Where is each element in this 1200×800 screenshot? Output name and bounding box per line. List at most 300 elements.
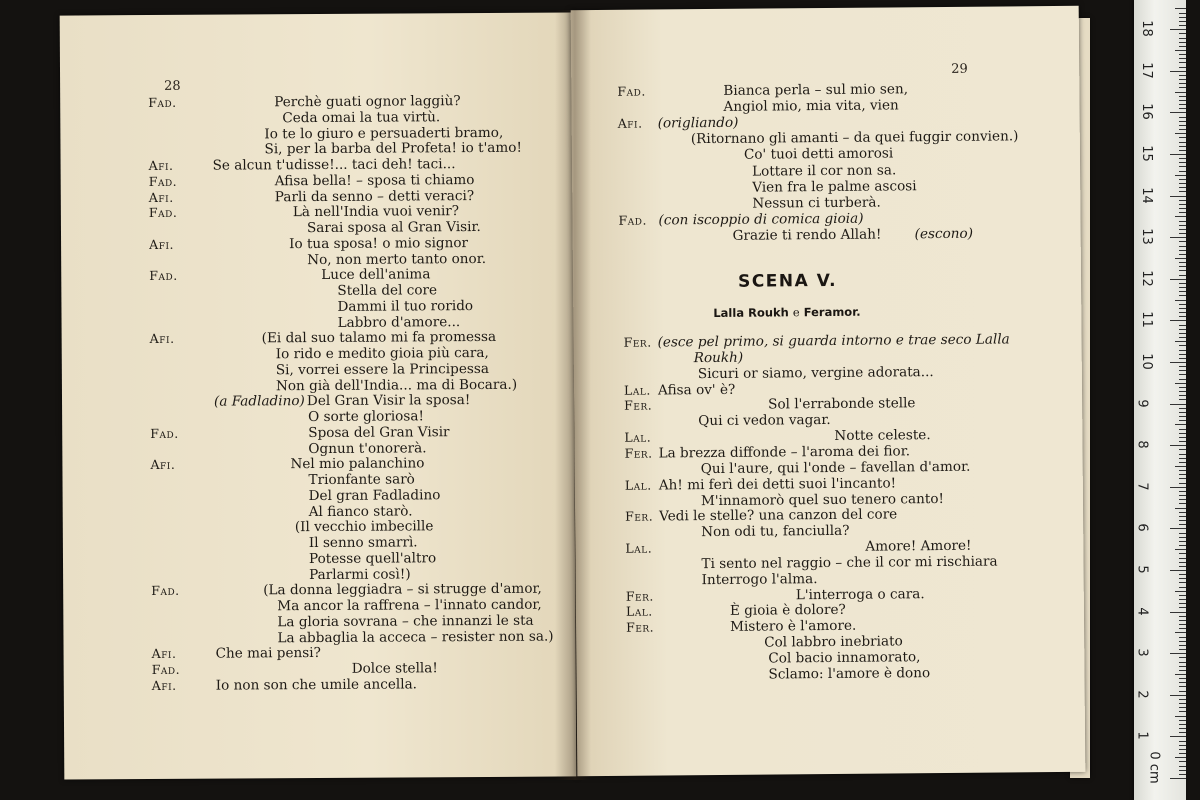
ruler-tick — [1179, 745, 1186, 746]
speaker-label: Fer. — [624, 445, 653, 461]
ruler-tick — [1179, 62, 1186, 63]
ruler-tick — [1179, 537, 1186, 538]
ruler-tick — [1179, 524, 1186, 525]
ruler-tick — [1175, 300, 1186, 301]
ruler-tick — [1179, 541, 1186, 542]
ruler-tick — [1179, 416, 1186, 417]
ruler-tick — [1179, 179, 1186, 180]
ruler-tick — [1179, 678, 1186, 679]
ruler-tick — [1175, 341, 1186, 342]
ruler-tick — [1179, 21, 1186, 22]
verse-line: Dolce stella! — [351, 660, 438, 677]
ruler-tick — [1179, 429, 1186, 430]
ruler-tick — [1179, 766, 1186, 767]
verse-line: Amore! Amore! — [865, 537, 972, 555]
verse-line: Stella del core — [337, 282, 438, 299]
ruler-tick — [1179, 275, 1186, 276]
ruler-tick — [1179, 146, 1186, 147]
speaker-label: Lal. — [625, 603, 653, 620]
speaker-label: Afi. — [151, 646, 177, 662]
ruler-tick — [1175, 8, 1186, 9]
ruler-tick — [1179, 208, 1186, 209]
character-conjunction: e — [792, 305, 800, 320]
ruler-tick — [1179, 420, 1186, 421]
ruler-tick — [1170, 445, 1186, 446]
ruler-tick — [1179, 354, 1186, 355]
speaker-label: Fer. — [625, 588, 654, 604]
verse-line: (Il vecchio imbecille — [294, 518, 434, 536]
ruler-tick — [1179, 283, 1186, 284]
verse-line: (La donna leggiadra – si strugge d'amor, — [263, 580, 542, 599]
ruler-tick — [1179, 399, 1186, 400]
verse-line: Sarai sposa al Gran Visir. — [306, 219, 481, 237]
ruler-tick — [1179, 33, 1186, 34]
ruler-tick — [1179, 308, 1186, 309]
speaker-label: Afi. — [150, 457, 176, 473]
stage-direction: Roukh) — [693, 349, 744, 367]
ruler-tick — [1179, 558, 1186, 559]
ruler-tick — [1179, 391, 1186, 392]
ruler-tick — [1179, 316, 1186, 317]
verse-line: Nessun ci turberà. — [752, 194, 881, 212]
book-gutter — [555, 10, 591, 780]
scene-title: SCENA V. — [737, 270, 838, 292]
ruler-tick — [1179, 158, 1186, 159]
ruler-tick — [1170, 196, 1186, 197]
speaker-label: Afi. — [149, 331, 175, 347]
verse-line: (Ei dal suo talamo mi fa promessa — [261, 329, 497, 347]
ruler-tick — [1179, 312, 1186, 313]
ruler-tick — [1179, 478, 1186, 479]
ruler-tick — [1179, 724, 1186, 725]
ruler-number: 8 — [1134, 440, 1150, 449]
ruler-tick — [1179, 287, 1186, 288]
ruler-tick — [1179, 578, 1186, 579]
ruler-tick — [1179, 483, 1186, 484]
ruler-tick — [1179, 624, 1186, 625]
ruler-tick — [1179, 711, 1186, 712]
ruler-tick — [1170, 237, 1186, 238]
verse-line: O sorte gloriosa! — [308, 408, 424, 426]
verse-line: Si, per la barba del Profeta! io t'amo! — [264, 139, 522, 158]
ruler-tick — [1179, 187, 1186, 188]
ruler-tick — [1179, 641, 1186, 642]
ruler-tick — [1179, 183, 1186, 184]
ruler-tick — [1179, 512, 1186, 513]
ruler-tick — [1179, 46, 1186, 47]
ruler-tick — [1179, 582, 1186, 583]
ruler-unit-label: 0 cm — [1146, 751, 1162, 784]
verse-line: Ognun t'onorerà. — [308, 439, 427, 457]
verse-line: Non odi tu, fanciulla? — [701, 523, 850, 541]
verse-line: Luce dell'anima — [321, 266, 431, 284]
speaker-label: Fad. — [148, 173, 178, 189]
speaker-label: Afi. — [149, 236, 175, 252]
ruler-tick — [1179, 728, 1186, 729]
ruler-tick — [1179, 291, 1186, 292]
ruler-tick — [1179, 241, 1186, 242]
ruler-number: 10 — [1138, 353, 1154, 370]
ruler-tick — [1179, 462, 1186, 463]
ruler-tick — [1179, 125, 1186, 126]
verse-line: La brezza diffonde – l'aroma dei fior. — [658, 443, 911, 462]
speaker-label: Fad. — [149, 268, 178, 284]
ruler-tick — [1179, 266, 1186, 267]
verse-line: Mistero è l'amore. — [729, 618, 857, 636]
stage-direction-exit: (escono) — [914, 225, 974, 243]
ruler-tick — [1170, 612, 1186, 613]
verse-line: Lottare il cor non sa. — [752, 161, 897, 180]
ruler-tick — [1179, 499, 1186, 500]
verse-line: Ah! mi ferì dei detti suoi l'incanto! — [658, 475, 897, 494]
ruler-tick — [1175, 674, 1186, 675]
ruler-tick — [1170, 279, 1186, 280]
speaker-label: Fer. — [624, 397, 653, 414]
verse-line: Trionfante sarò — [308, 471, 415, 489]
ruler-tick — [1170, 29, 1186, 30]
ruler-tick — [1179, 295, 1186, 296]
verse-line: Ceda omai la tua virtù. — [282, 108, 441, 126]
ruler-tick — [1179, 333, 1186, 334]
ruler-tick — [1179, 433, 1186, 434]
ruler-tick — [1179, 395, 1186, 396]
speaker-label: Lal. — [625, 540, 653, 556]
ruler-number: 11 — [1138, 311, 1154, 329]
ruler-tick — [1175, 133, 1186, 134]
ruler-number: 7 — [1134, 482, 1150, 491]
ruler-tick — [1175, 92, 1186, 93]
ruler-tick — [1179, 225, 1186, 226]
ruler-tick — [1170, 778, 1186, 779]
ruler-number: 2 — [1134, 690, 1150, 699]
ruler-tick — [1179, 707, 1186, 708]
ruler-tick — [1179, 379, 1186, 380]
ruler-tick — [1179, 104, 1186, 105]
ruler-tick — [1179, 83, 1186, 84]
ruler-number: 3 — [1134, 648, 1150, 657]
verse-line: Interrogo l'alma. — [701, 570, 818, 588]
ruler-tick — [1179, 79, 1186, 80]
verse-line: Ma ancor la raffrena – l'innato candor, — [277, 596, 542, 615]
ruler-number: 1 — [1134, 731, 1150, 741]
ruler-tick — [1179, 533, 1186, 534]
ruler-tick — [1179, 387, 1186, 388]
verse-line: Sicuri or siamo, vergine adorata... — [697, 363, 934, 382]
speaker-label: Afi. — [151, 677, 177, 693]
ruler-tick — [1179, 603, 1186, 604]
verse-line: Io tua sposa! o mio signor — [289, 234, 469, 252]
ruler-tick — [1179, 38, 1186, 39]
ruler-tick — [1179, 345, 1186, 346]
ruler-number: 15 — [1138, 145, 1154, 162]
verse-line: Vedi le stelle? una canzon del core — [659, 506, 898, 525]
verse-line: Qui l'aure, qui l'onde – favellan d'amor. — [700, 458, 971, 477]
ruler-number: 16 — [1138, 103, 1154, 121]
ruler-tick — [1179, 262, 1186, 263]
ruler-tick — [1179, 774, 1186, 775]
ruler-tick — [1179, 703, 1186, 704]
right-page — [571, 6, 1086, 776]
speaker-label: Fer. — [623, 334, 652, 350]
verse-line: Al fianco starò. — [308, 502, 413, 520]
ruler-tick — [1179, 246, 1186, 247]
ruler-number: 12 — [1138, 270, 1154, 287]
ruler-tick — [1179, 166, 1186, 167]
speaker-label: Fad. — [617, 83, 646, 99]
verse-line: Il senno smarrì. — [308, 534, 418, 552]
ruler-tick — [1179, 58, 1186, 59]
verse-line: Ti sento nel raggio – che il cor mi rischiara — [701, 553, 998, 573]
ruler-tick — [1179, 607, 1186, 608]
ruler-tick — [1170, 112, 1186, 113]
ruler-tick — [1179, 699, 1186, 700]
ruler-tick — [1179, 191, 1186, 192]
ruler-tick — [1175, 216, 1186, 217]
ruler-tick — [1179, 691, 1186, 692]
ruler-tick — [1179, 503, 1186, 504]
ruler-tick — [1179, 620, 1186, 621]
ruler-tick — [1179, 495, 1186, 496]
ruler-tick — [1179, 474, 1186, 475]
character-lalla-roukh: Lalla Roukh — [713, 305, 789, 320]
verse-line: Là nell'India vuoi venir? — [292, 203, 460, 221]
verse-line: Del Gran Visir la sposa! — [306, 392, 471, 410]
ruler-number: 5 — [1134, 565, 1150, 574]
verse-line: È gioia è dolore? — [729, 602, 846, 620]
stage-direction: (con iscoppio di comica gioia) — [658, 210, 864, 229]
stage-direction: (esce pel primo, si guarda intorno e trae seco Lalla — [657, 331, 1010, 351]
ruler-tick — [1179, 587, 1186, 588]
ruler-tick — [1179, 204, 1186, 205]
ruler-tick — [1179, 516, 1186, 517]
verse-line: Col bacio innamorato, — [768, 649, 921, 667]
verse-line: Co' tuoi detti amorosi — [743, 145, 894, 164]
ruler-tick — [1179, 666, 1186, 667]
character-feramor: Feramor. — [803, 304, 861, 320]
ruler-tick — [1179, 374, 1186, 375]
ruler-tick — [1179, 250, 1186, 251]
verse-line: Sposa del Gran Visir — [308, 423, 450, 441]
ruler-number: 18 — [1138, 20, 1154, 37]
ruler-tick — [1170, 71, 1186, 72]
verse-line: Notte celeste. — [834, 427, 931, 445]
speaker-label: Lal. — [623, 382, 651, 398]
ruler-tick — [1179, 628, 1186, 629]
ruler-tick — [1175, 175, 1186, 176]
verse-line: Dammi il tuo rorido — [337, 297, 474, 315]
ruler-number: 14 — [1138, 186, 1154, 204]
verse-line: Del gran Fadladino — [308, 487, 441, 504]
ruler-tick — [1175, 258, 1186, 259]
ruler-tick — [1179, 142, 1186, 143]
ruler-tick — [1179, 749, 1186, 750]
ruler-tick — [1179, 670, 1186, 671]
speaker-label: Fad. — [151, 661, 181, 678]
verse-line: Parlarmi così!) — [309, 565, 411, 583]
ruler-tick — [1179, 412, 1186, 413]
ruler-tick — [1179, 491, 1186, 492]
verse-line: Che mai pensi? — [215, 645, 321, 662]
ruler-tick — [1175, 591, 1186, 592]
ruler-tick — [1179, 325, 1186, 326]
ruler-tick — [1179, 595, 1186, 596]
ruler-tick — [1179, 770, 1186, 771]
ruler-tick — [1179, 200, 1186, 201]
ruler-tick — [1170, 487, 1186, 488]
ruler-tick — [1179, 553, 1186, 554]
stage-direction: (origliando) — [657, 114, 739, 132]
ruler-tick — [1179, 75, 1186, 76]
ruler-tick — [1179, 304, 1186, 305]
ruler-tick — [1179, 686, 1186, 687]
ruler-tick — [1175, 424, 1186, 425]
verse-line: No, non merto tanto onor. — [307, 250, 487, 268]
right-page-number: 29 — [951, 61, 968, 77]
verse-line: M'innamorò quel suo tenero canto! — [700, 490, 945, 509]
verse-line: La gloria sovrana – che innanzi le sta — [277, 612, 534, 631]
ruler-tick — [1179, 449, 1186, 450]
ruler-tick — [1175, 549, 1186, 550]
ruler-tick — [1179, 129, 1186, 130]
speaker-label: Fad. — [148, 94, 177, 111]
ruler-tick — [1179, 358, 1186, 359]
ruler-number: 17 — [1138, 62, 1154, 79]
verse-line: Afisa bella! – sposa ti chiamo — [274, 171, 475, 190]
ruler-tick — [1179, 458, 1186, 459]
ruler-tick — [1179, 562, 1186, 563]
speaker-label: Lal. — [624, 477, 652, 493]
ruler-tick — [1175, 632, 1186, 633]
ruler-number: 13 — [1138, 228, 1154, 245]
ruler-tick — [1179, 753, 1186, 754]
verse-line: Nel mio palanchino — [290, 455, 425, 473]
speaker-label: Fer. — [625, 508, 654, 525]
ruler-tick — [1179, 171, 1186, 172]
ruler-tick — [1175, 50, 1186, 51]
stage-direction: (a Fadladino) — [213, 393, 305, 410]
ruler-tick — [1179, 254, 1186, 255]
ruler-tick — [1179, 616, 1186, 617]
ruler-tick — [1179, 350, 1186, 351]
speaker-label: Lal. — [624, 429, 652, 445]
ruler-tick — [1170, 736, 1186, 737]
verse-line: Qui ci vedon vagar. — [698, 412, 831, 430]
ruler-tick — [1179, 520, 1186, 521]
ruler-tick — [1170, 695, 1186, 696]
ruler-number: 9 — [1134, 398, 1150, 408]
verse-line: Non già dell'India... ma di Bocara.) — [275, 376, 518, 394]
ruler-tick — [1179, 408, 1186, 409]
ruler-tick — [1179, 637, 1186, 638]
ruler-tick — [1179, 470, 1186, 471]
ruler-tick — [1170, 404, 1186, 405]
verse-line: Io rido e medito gioia più cara, — [275, 344, 489, 363]
ruler-tick — [1179, 221, 1186, 222]
verse-line: Parli da senno – detti veraci? — [274, 187, 475, 205]
ruler-tick — [1179, 370, 1186, 371]
verse-line: L'interroga o cara. — [795, 585, 925, 603]
verse-line: Se alcun t'udisse!... taci deh! taci... — [212, 156, 456, 174]
ruler-tick — [1175, 757, 1186, 758]
ruler-tick — [1179, 761, 1186, 762]
verse-line: Grazie ti rendo Allah! — [732, 226, 882, 244]
ruler-tick — [1179, 150, 1186, 151]
verse-line: Si, vorrei essere la Principessa — [275, 360, 489, 379]
speaker-label: Afi. — [148, 157, 174, 174]
ruler-tick — [1170, 528, 1186, 529]
ruler-tick — [1175, 508, 1186, 509]
ruler-tick — [1170, 653, 1186, 654]
ruler-tick — [1179, 545, 1186, 546]
left-page — [60, 12, 577, 779]
ruler-tick — [1170, 154, 1186, 155]
verse-line: Perchè guati ognor laggiù? — [274, 93, 461, 111]
verse-line: Col labbro inebriato — [764, 633, 903, 651]
verse-line: Io non son che umile ancella. — [215, 676, 418, 694]
verse-line: Bianca perla – sul mio sen, — [723, 81, 909, 99]
ruler-tick — [1179, 720, 1186, 721]
ruler-tick — [1179, 682, 1186, 683]
ruler-tick — [1179, 117, 1186, 118]
ruler-tick — [1179, 649, 1186, 650]
verse-line: Potesse quell'altro — [308, 550, 437, 567]
ruler-tick — [1179, 454, 1186, 455]
ruler-tick — [1170, 570, 1186, 571]
ruler-tick — [1179, 732, 1186, 733]
scene-characters — [713, 305, 860, 320]
ruler-tick — [1179, 270, 1186, 271]
verse-line: Sclamo: l'amore è dono — [768, 664, 931, 683]
ruler-tick — [1170, 320, 1186, 321]
verse-line: Sol l'errabonde stelle — [768, 395, 916, 413]
ruler-tick — [1179, 437, 1186, 438]
speaker-label: Afi. — [148, 189, 174, 205]
verse-line: Io te lo giuro e persuaderti bramo, — [264, 124, 504, 142]
ruler-tick — [1179, 162, 1186, 163]
ruler-tick — [1179, 121, 1186, 122]
measuring-ruler — [1134, 0, 1186, 800]
ruler-tick — [1175, 716, 1186, 717]
speaker-label: Fad. — [150, 425, 179, 441]
ruler-tick — [1179, 54, 1186, 55]
speaker-label: Afi. — [617, 115, 643, 132]
ruler-tick — [1179, 108, 1186, 109]
ruler-tick — [1179, 366, 1186, 367]
ruler-tick — [1179, 87, 1186, 88]
ruler-number: 6 — [1134, 523, 1150, 533]
speaker-label: Fer. — [625, 619, 655, 636]
ruler-tick — [1179, 741, 1186, 742]
ruler-tick — [1179, 645, 1186, 646]
verse-line: Afisa ov' è? — [657, 381, 736, 399]
ruler-tick — [1170, 362, 1186, 363]
ruler-tick — [1179, 67, 1186, 68]
verse-line: Vien fra le palme ascosi — [752, 177, 917, 196]
ruler-tick — [1175, 466, 1186, 467]
speaker-label: Fad. — [148, 205, 178, 221]
ruler-tick — [1179, 329, 1186, 330]
ruler-tick — [1179, 137, 1186, 138]
ruler-tick — [1179, 441, 1186, 442]
ruler-tick — [1179, 100, 1186, 101]
ruler-tick — [1179, 25, 1186, 26]
ruler-tick — [1179, 566, 1186, 567]
ruler-tick — [1179, 229, 1186, 230]
ruler-tick — [1179, 599, 1186, 600]
ruler-tick — [1179, 13, 1186, 14]
ruler-tick — [1179, 574, 1186, 575]
ruler-tick — [1179, 337, 1186, 338]
